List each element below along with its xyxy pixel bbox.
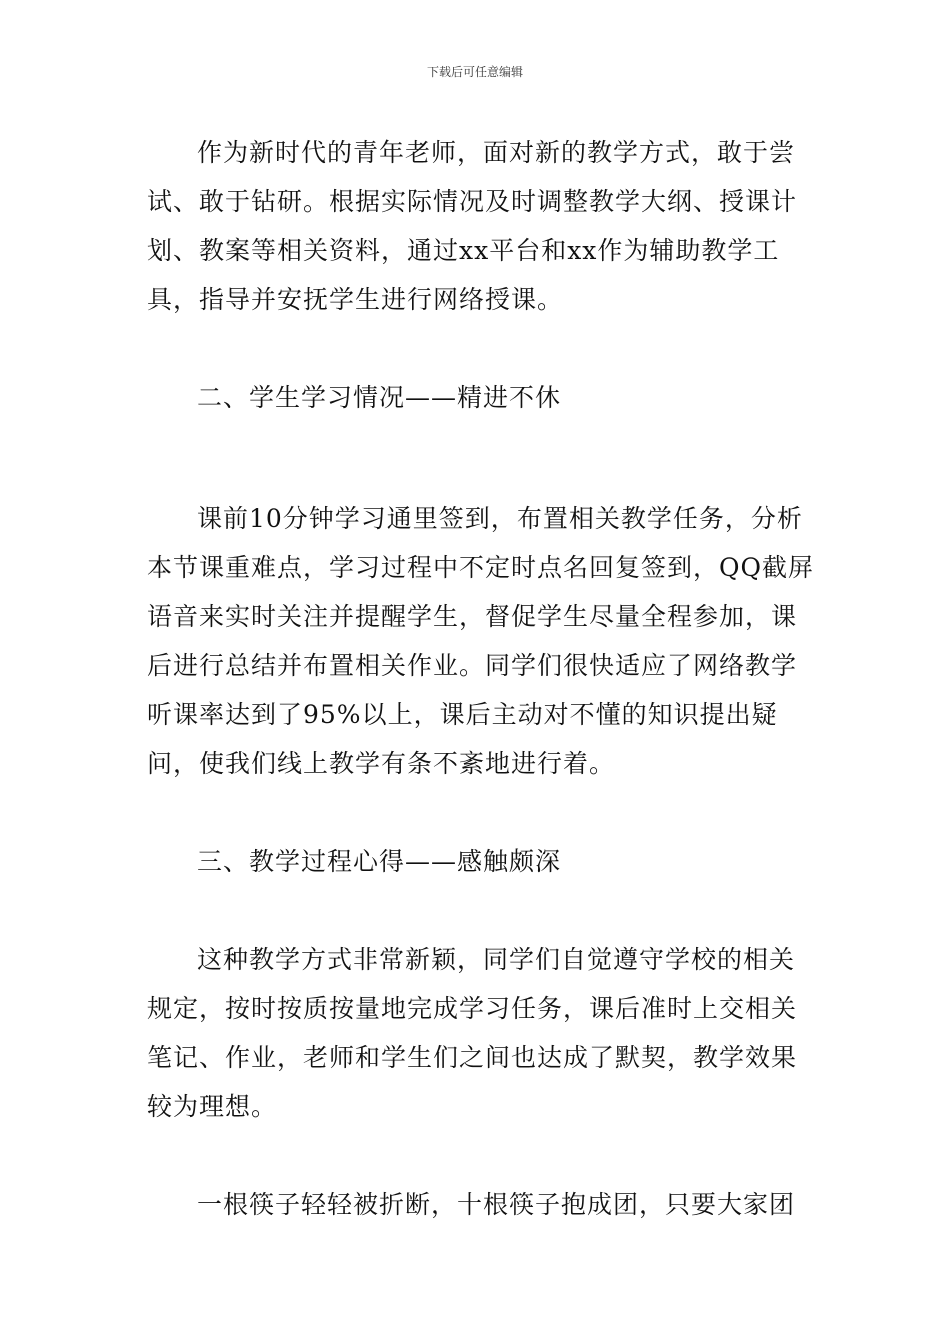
document-body [147, 128, 819, 1229]
paragraph: 作为新时代的青年老师，面对新的教学方式，敢于尝试、敢于钻研。根据实际情况及时调整教学大纲、授课计划、教案等相关资料，通过xx平台和xx作为辅助教学工具，指导并安抚学生进行网络授课。 [147, 138, 798, 314]
paragraph: 这种教学方式非常新颖，同学们自觉遵守学校的相关规定，按时按质按量地完成学习任务，课后准时上交相关笔记、作业，老师和学生们之间也达成了默契，教学效果较为理想。 [147, 945, 798, 1121]
paragraph: 一根筷子轻轻被折断，十根筷子抱成团，只要大家团 [197, 1190, 796, 1219]
section-heading: 三、教学过程心得——感触颇深 [197, 847, 562, 876]
paragraph: 课前10分钟学习通里签到，布置相关教学任务，分析本节课重难点，学习过程中不定时点名回复签到，QQ截屏语音来实时关注并提醒学生，督促学生尽量全程参加，课后进行总结并布置相关作业。同学们很快适应了网络教学听课率达到了95%以上，课后主动对不懂的知识提出疑问，使我们线上教学有条不紊地进行着。 [147, 504, 814, 778]
page-header: 下载后可任意编辑 [426, 65, 523, 79]
section-heading: 二、学生学习情况——精进不休 [197, 383, 562, 412]
